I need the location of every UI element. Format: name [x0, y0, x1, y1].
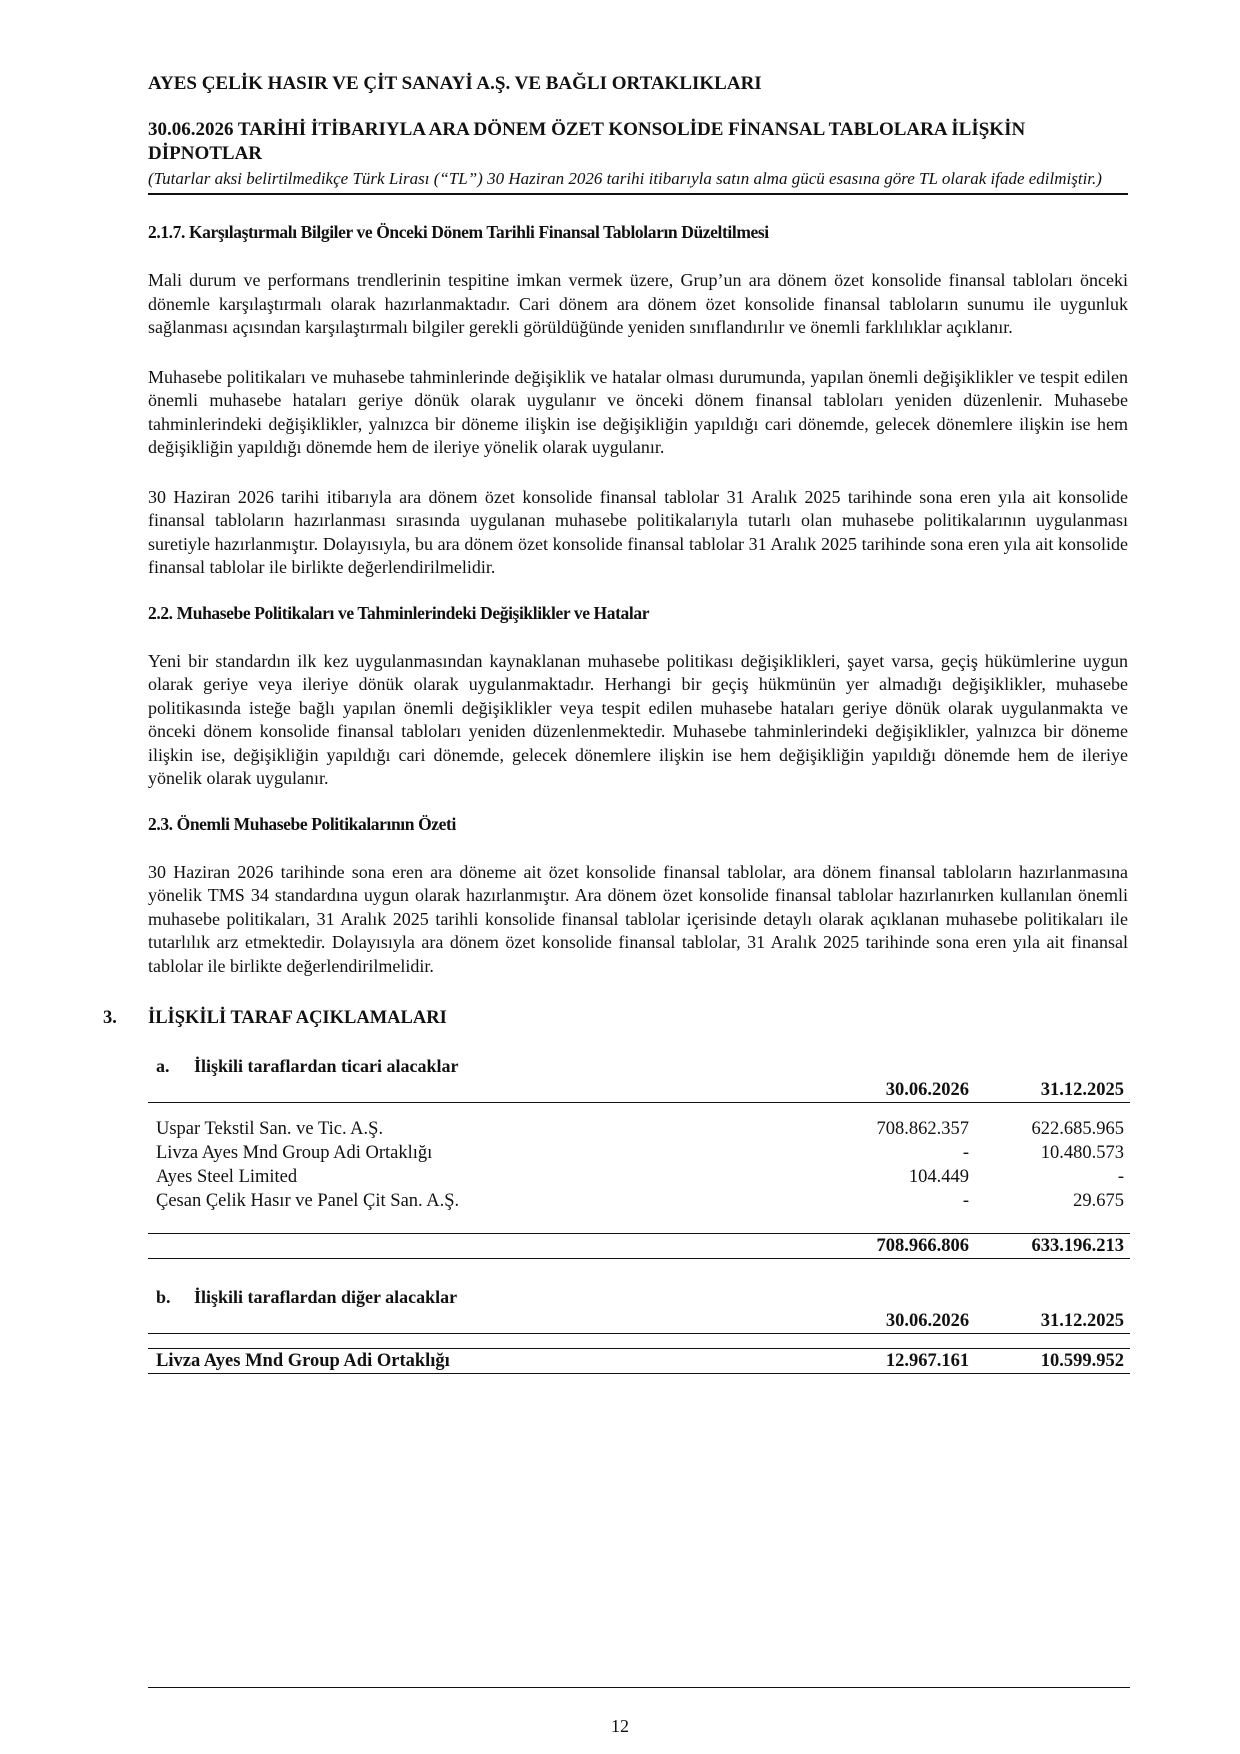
party-name: Livza Ayes Mnd Group Adi Ortaklığı — [156, 1143, 433, 1163]
total-prior: 633.196.213 — [975, 1234, 1130, 1259]
value-prior: 622.685.965 — [1031, 1119, 1124, 1139]
total-row — [148, 1234, 1130, 1259]
paragraph: Yeni bir standardın ilk kez uygulanmasından kaynaklanan muhasebe politikası değişiklikleri, şayet varsa, geçiş hükümlerine uygun olarak geriye veya ileriye dönük olarak uygulanmaktadır. Herhangi bir geçiş hükmünün yer almadığı değişiklikler, muhasebe politikasında isteğe bağlı yapılan önemli değişiklikler veya tespit edilen muhasebe hataları geriye dönük olarak uygulanmakta ve önceki dönem konsolide finansal tabloları yeniden düzenlenmektedir. Muhasebe tahminlerindeki değişiklikler, yalnızca bir döneme ilişkin ise, değişikliğin yapıldığı cari dönemde, gelecek dönemlere ilişkin ise hem değişikliğin yapıldığı dönemde hem de ileriye yönelik olarak uygulanır. — [148, 650, 1128, 788]
section-2-2 — [148, 602, 1128, 791]
company-name: AYES ÇELİK HASIR VE ÇİT SANAYİ A.Ş. VE BAĞLI ORTAKLIKLARI — [148, 73, 762, 94]
section-heading: 2.2. Muhasebe Politikaları ve Tahminlerindeki Değişiklikler ve Hatalar — [148, 602, 650, 623]
header-empty-cell — [148, 1078, 820, 1103]
paragraph: 30 Haziran 2026 tarihi itibarıyla ara dönem özet konsolide finansal tablolar 31 Aralık 2025 tarihinde sona eren yıla ait konsolide finansal tabloların hazırlanması sırasında uygulanan muhasebe politikalarıyla tutarlı olan muhasebe politikalarının uygulanması suretiyle hazırlanmıştır. Dolayısıyla, bu ara dönem özet konsolide finansal tablolar 31 Aralık 2025 tarihinde sona eren yıla ait konsolide finansal tablolar ile birlikte değerlendirilmelidir. — [148, 486, 1128, 577]
section-3-related-party — [103, 1006, 1128, 1374]
other-receivables-table — [148, 1309, 1130, 1374]
total-label-cell — [148, 1234, 820, 1259]
section-number: 3. — [103, 1008, 117, 1028]
footer-divider — [148, 1687, 1130, 1688]
party-name: Livza Ayes Mnd Group Adi Ortaklığı — [148, 1349, 820, 1374]
value-current: 104.449 — [908, 1167, 970, 1187]
subsection-heading-other — [148, 1285, 1128, 1309]
section-heading: 2.3. Önemli Muhasebe Politikalarının Özeti — [148, 813, 456, 834]
document-title: 30.06.2026 TARİHİ İTİBARIYLA ARA DÖNEM ÖZET KONSOLİDE FİNANSAL TABLOLARA İLİŞKİN DİPNOTLAR — [148, 119, 1026, 164]
column-header: 31.12.2025 — [975, 1078, 1130, 1103]
paragraph: Mali durum ve performans trendlerinin tespitine imkan vermek üzere, Grup’un ara dönem özet konsolide finansal tabloları önceki dönemle karşılaştırmalı olarak hazırlanmaktadır. Cari dönem ara dönem özet konsolide finansal tabloların sunumu ile uygunluk sağlanması açısından karşılaştırmalı bilgiler gerekli görüldüğünde yeniden sınıflandırılır ve önemli farklılıklar açıklanır. — [148, 270, 1128, 337]
spacer-row — [148, 1213, 1130, 1234]
table-row — [148, 1189, 1130, 1213]
trade-receivables-table — [148, 1078, 1130, 1259]
section-2-3 — [148, 813, 1128, 979]
paragraph: 30 Haziran 2026 tarihinde sona eren ara döneme ait özet konsolide finansal tablolar, ara dönem finansal tabloların hazırlanmasına yönelik TMS 34 standardına uygun olarak hazırlanmıştır. Ara dönem özet konsolide finansal tablolar hazırlanırken kullanılan önemli muhasebe politikaları, 31 Aralık 2025 tarihli konsolide finansal tablolar içerisinde detaylı olarak açıklanan muhasebe politikaları ile tutarlılık arz etmektedir. Dolayısıyla ara dönem özet konsolide finansal tablolar, 31 Aralık 2025 tarihinde sona eren yıla ait finansal tablolar ile birlikte değerlendirilmelidir. — [148, 861, 1128, 976]
paragraph: Muhasebe politikaları ve muhasebe tahminlerinde değişiklik ve hatalar olması durumunda, yapılan önemli değişiklikler ve tespit edilen önemli muhasebe hataları geriye dönük olarak uygulanır ve önceki dönem finansal tabloları yeniden düzenlenir. Muhasebe tahminlerindeki değişiklikler, yalnızca bir döneme ilişkin ise değişikliğin yapıldığı cari dönemde, gelecek dönemlere ilişkin ise hem değişikliğin yapıldığı dönemde hem de ileriye yönelik olarak uygulanır. — [148, 366, 1128, 457]
value-prior: 29.675 — [1073, 1191, 1124, 1211]
subsection-letter: a. — [156, 1056, 170, 1076]
column-header: 31.12.2025 — [975, 1309, 1130, 1334]
section-heading: 2.1.7. Karşılaştırmalı Bilgiler ve Önceki Dönem Tarihli Finansal Tabloların Düzeltilmesi — [148, 222, 769, 242]
subsection-title: İlişkili taraflardan diğer alacaklar — [194, 1287, 458, 1307]
value-prior: 10.599.952 — [975, 1349, 1130, 1374]
header-divider — [148, 193, 1128, 195]
value-prior: 10.480.573 — [1040, 1143, 1124, 1163]
value-current: 12.967.161 — [820, 1349, 975, 1374]
column-header: 30.06.2026 — [820, 1078, 975, 1103]
party-name: Ayes Steel Limited — [156, 1167, 298, 1187]
subsection-letter: b. — [156, 1287, 171, 1307]
spacer-row — [148, 1103, 1130, 1118]
subsection-title: İlişkili taraflardan ticari alacaklar — [194, 1056, 459, 1076]
column-header: 30.06.2026 — [820, 1309, 975, 1334]
table-row — [148, 1141, 1130, 1165]
main-heading — [103, 1006, 1128, 1030]
subsection-heading-trade — [148, 1054, 1128, 1078]
spacer-row — [148, 1334, 1130, 1349]
page-number: 12 — [611, 1716, 629, 1736]
party-name: Çesan Çelik Hasır ve Panel Çit San. A.Ş. — [156, 1191, 460, 1211]
value-prior: - — [1117, 1167, 1124, 1187]
section-title: İLİŞKİLİ TARAF AÇIKLAMALARI — [148, 1008, 447, 1028]
value-current: 708.862.357 — [876, 1119, 970, 1139]
total-current: 708.966.806 — [820, 1234, 975, 1259]
table-row — [148, 1165, 1130, 1189]
section-2-1-7 — [148, 221, 1128, 580]
document-page — [103, 72, 1128, 1374]
party-name: Uspar Tekstil San. ve Tic. A.Ş. — [156, 1119, 384, 1139]
table-header-row — [148, 1078, 1130, 1103]
header-empty-cell — [148, 1309, 820, 1334]
value-current: - — [962, 1143, 970, 1163]
value-current: - — [962, 1191, 970, 1211]
page-header — [148, 72, 1128, 195]
table-header-row — [148, 1309, 1130, 1334]
document-subtitle: (Tutarlar aksi belirtilmedikçe Türk Lirası (“TL”) 30 Haziran 2026 tarihi itibarıyla satın alma gücü esasına göre TL olarak ifade edilmiştir.) — [148, 169, 1102, 188]
table-row — [148, 1117, 1130, 1141]
table-row — [148, 1349, 1130, 1374]
